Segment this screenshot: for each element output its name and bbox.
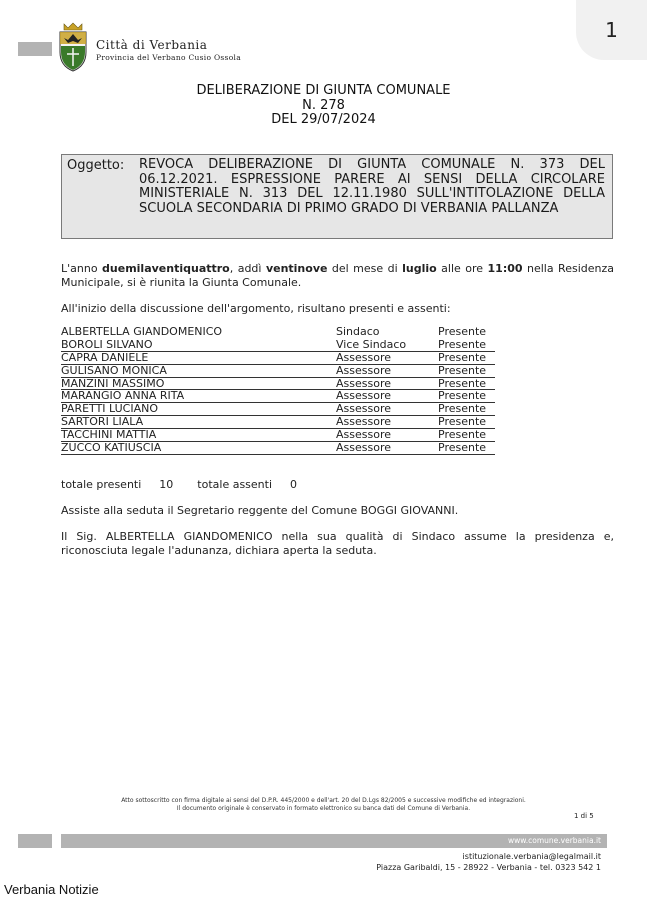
source-watermark: Verbania Notizie [4,882,99,897]
intro-year: duemilaventiquattro [102,262,230,275]
website-link[interactable]: www.comune.verbania.it [508,836,601,845]
member-status: Presente [438,350,487,364]
member-status: Presente [438,441,487,455]
member-name: MARANGIO ANNA RITA [61,389,185,403]
intro-text-a: L'anno [61,262,103,275]
member-name: PARETTI LUCIANO [61,402,159,416]
member-name: GULISANO MONICA [61,363,167,377]
member-status: Presente [438,389,487,403]
member-status: Presente [438,376,487,390]
page-count: 1 di 5 [574,812,594,820]
header-bar-left [18,42,52,56]
present-label: totale presenti [61,478,142,491]
subject-label: Oggetto: [67,158,125,173]
member-role: Assessore [336,428,391,442]
intro-text-e: nella Residenza Municipale, si è riunita la Giunta Comunale. [61,262,614,289]
subject-box [61,154,613,239]
member-role: Assessore [336,350,391,364]
intro-day: ventinove [265,262,328,275]
member-role: Assessore [336,376,391,390]
member-status: Presente [438,337,487,351]
member-status: Presente [438,415,487,429]
member-name: SARTORI LIALA [61,415,144,429]
signature-note-line-1: Atto sottoscritto con firma digitale ai sensi del D.P.R. 445/2000 e dell'art. 20 del D.Lgs 82/2005 e successive modifiche ed integrazioni. [121,797,526,804]
document-title [0,84,647,128]
member-row [61,352,495,365]
member-name: CAPRA DANIELE [61,350,149,364]
attendance-intro: All'inizio della discussione dell'argomento, risultano presenti e assenti: [61,302,451,315]
member-role: Assessore [336,402,391,416]
member-status: Presente [438,428,487,442]
member-row [61,326,495,339]
pec-email-link[interactable]: istituzionale.verbania@legalmail.it [462,852,601,861]
intro-text-b: , addì [229,262,266,275]
member-row [61,339,495,352]
member-name: ALBERTELLA GIANDOMENICO [61,325,223,338]
member-role: Vice Sindaco [336,337,407,351]
member-role: Assessore [336,363,391,377]
subject-text: REVOCA DELIBERAZIONE DI GIUNTA COMUNALE N. 373 DEL 06.12.2021. ESPRESSIONE PARERE AI SENSI DELLA CIRCOLARE MINISTERIALE N. 313 DEL 12.11.1980 SULL'INTITOLAZIONE DELLA SCUOLA SECONDARIA DI PRIMO GRADO DI VERBANIA PALLANZA [139,157,605,216]
member-role: Assessore [336,441,391,455]
member-row [61,365,495,378]
intro-text-c: del mese di [327,262,403,275]
absent-label: totale assenti [197,478,273,491]
member-role: Sindaco [336,325,380,338]
member-name: MANZINI MASSIMO [61,376,165,390]
footer-bar-left [18,834,52,848]
absent-value: 0 [290,478,298,491]
title-date: DEL 29/07/2024 [271,112,376,127]
signature-note-line-2: Il documento originale è conservato in formato elettronico su banca dati del Comune di Verbania. [176,805,471,812]
member-name: TACCHINI MATTIA [61,428,157,442]
member-status: Presente [438,402,487,416]
municipal-address: Piazza Garibaldi, 15 - 28922 - Verbania - tel. 0323 542 1 [376,863,601,872]
member-role: Assessore [336,389,391,403]
attendance-totals [61,478,321,491]
province-name: Provincia del Verbano Cusio Ossola [96,53,241,62]
page-number-badge: 1 [576,0,647,60]
member-name: BOROLI SILVANO [61,337,153,351]
members-table [61,326,495,455]
title-line-1: DELIBERAZIONE DI GIUNTA COMUNALE [196,83,451,98]
member-role: Assessore [336,415,391,429]
secretary-paragraph: Assiste alla seduta il Segretario reggente del Comune BOGGI GIOVANNI. [61,504,459,517]
intro-paragraph [61,262,614,290]
intro-text-d: alle ore [436,262,488,275]
member-status: Presente [438,325,487,338]
member-status: Presente [438,363,487,377]
title-number: N. 278 [302,97,345,113]
mayor-paragraph: Il Sig. ALBERTELLA GIANDOMENICO nella sua qualità di Sindaco assume la presidenza e, riconosciuta legale l'adunanza, dichiara aperta la seduta. [61,530,614,557]
member-name: ZUCCO KATIUSCIA [61,441,162,455]
digital-signature-note [0,797,647,813]
city-name: Città di Verbania [96,38,208,52]
intro-month: luglio [402,262,437,275]
present-value: 10 [159,478,174,491]
intro-time: 11:00 [487,262,523,275]
member-row [61,442,495,455]
city-crest-icon [56,22,90,72]
